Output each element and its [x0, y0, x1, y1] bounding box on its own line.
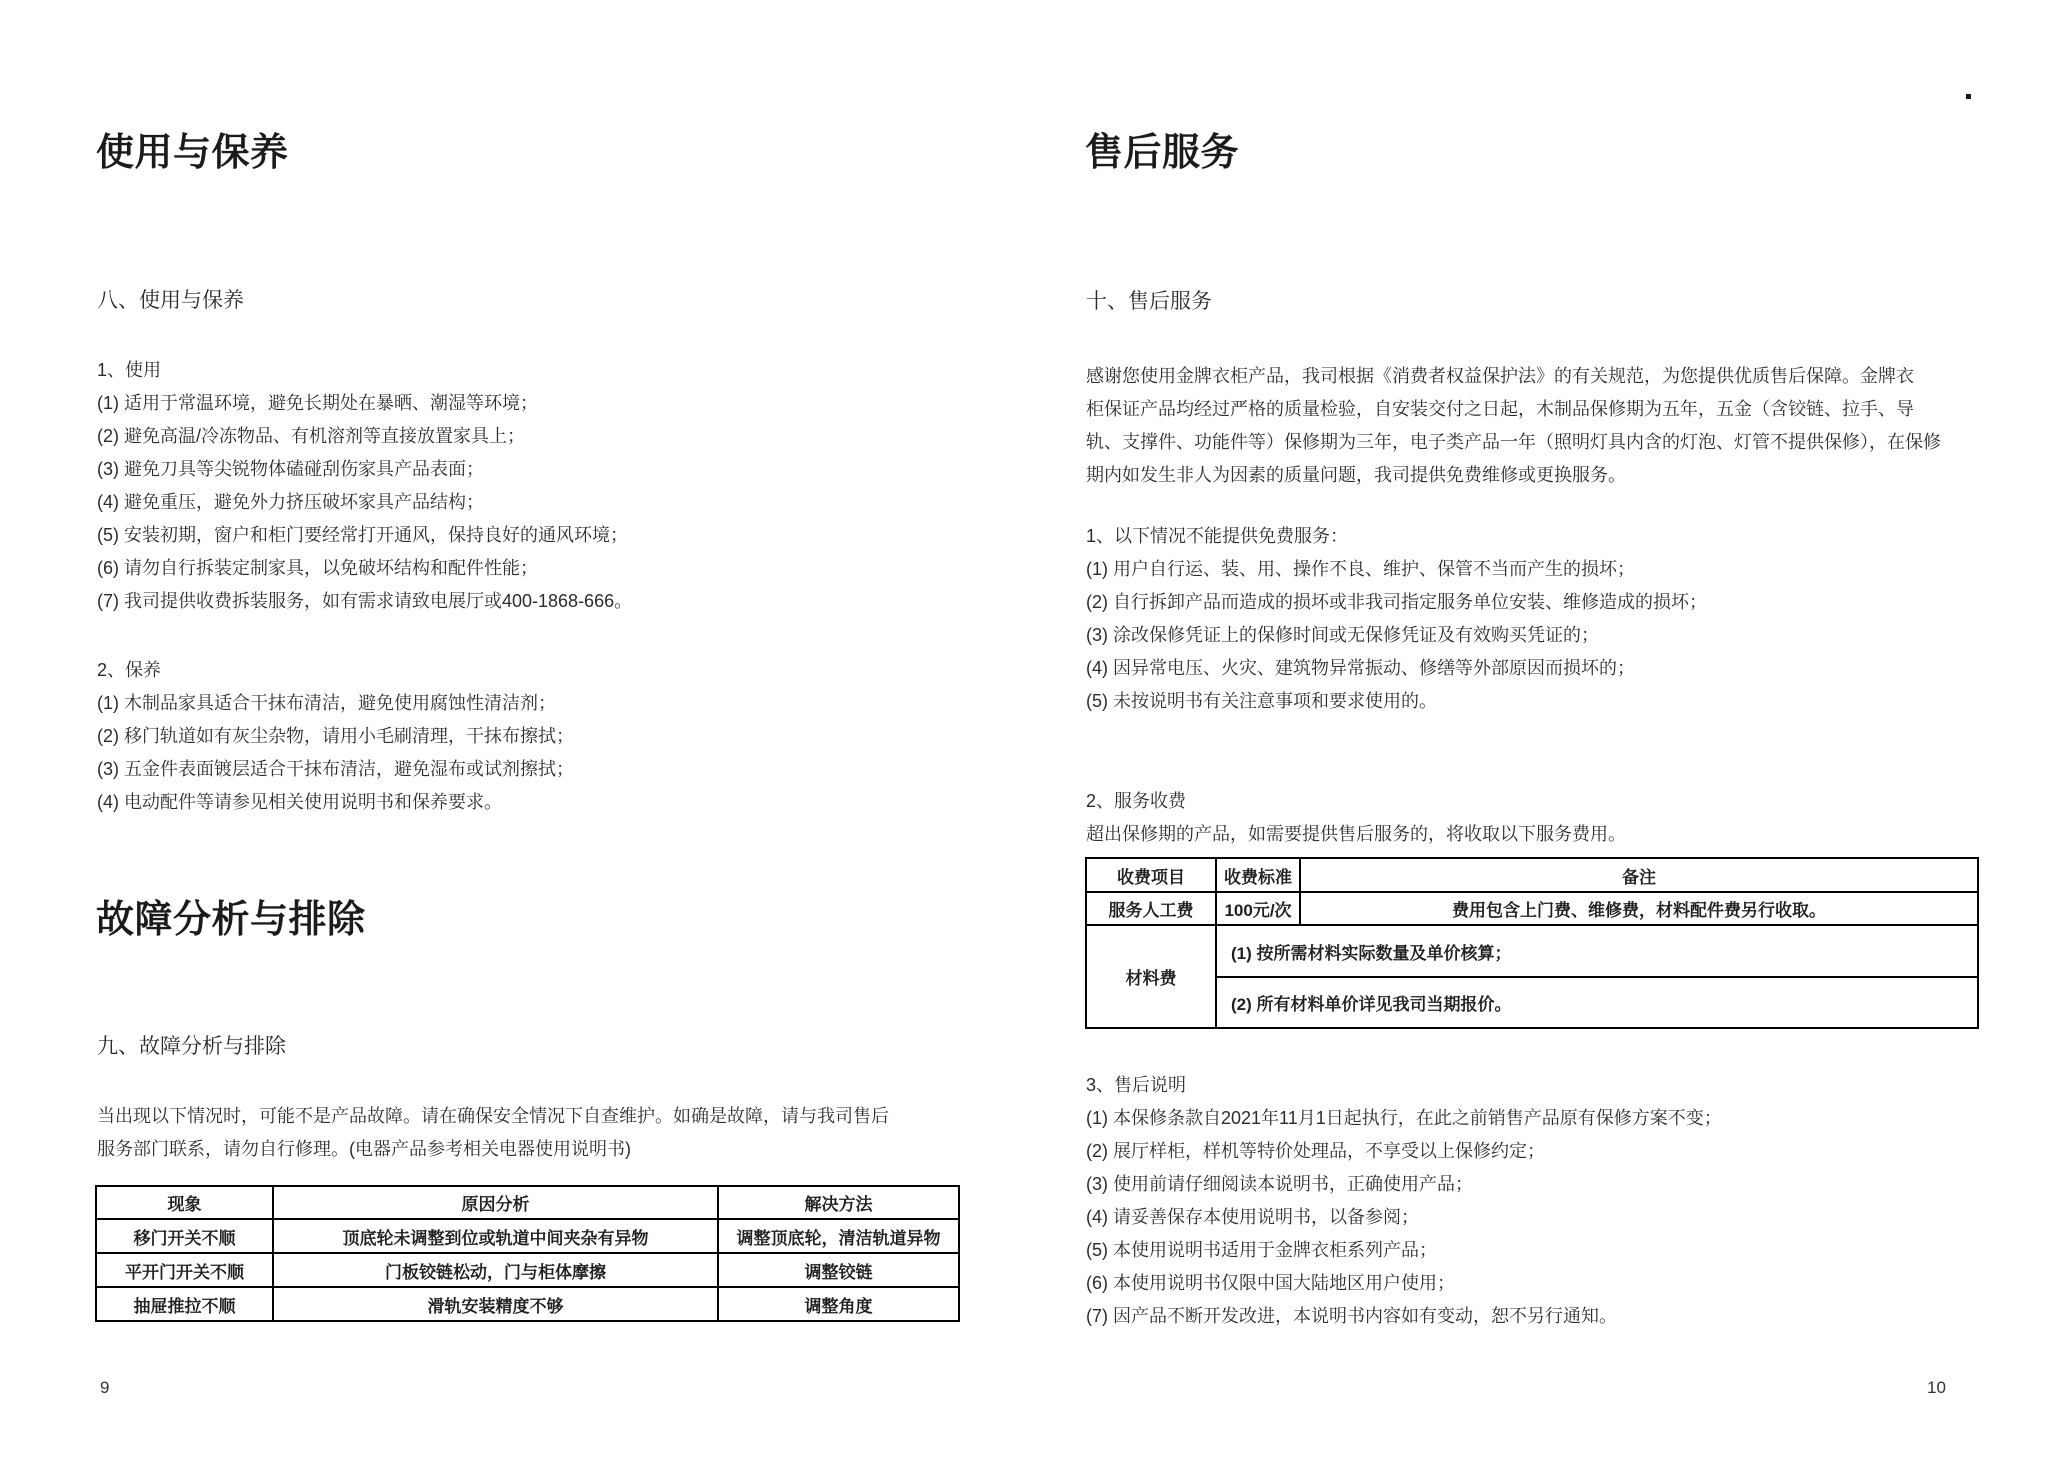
table-cell: 顶底轮未调整到位或轨道中间夹杂有异物	[273, 1219, 718, 1253]
table-cell: 材料费	[1086, 925, 1216, 1028]
list-heading: 2、服务收费	[1086, 791, 1187, 811]
page-number: 10	[1927, 1378, 1946, 1397]
table-row	[1086, 925, 1978, 977]
list-item: (5) 未按说明书有关注意事项和要求使用的。	[1086, 691, 1437, 711]
troubleshooting-table	[95, 1185, 960, 1322]
section-heading-after-sales: 十、售后服务	[1086, 290, 1212, 313]
paragraph-line: 柜保证产品均经过严格的质量检验，自安装交付之日起，木制品保修期为五年，五金（含铰链、拉手、导	[1086, 399, 1914, 419]
table-header: 现象	[96, 1186, 273, 1219]
table-row	[96, 1253, 959, 1287]
section-heading-use-care: 八、使用与保养	[97, 289, 244, 312]
list-item: (3) 避免刀具等尖锐物体磕碰刮伤家具产品表面；	[97, 459, 484, 479]
table-cell: (1) 按所需材料实际数量及单价核算；	[1216, 925, 1978, 977]
list-item: (2) 移门轨道如有灰尘杂物，请用小毛刷清理，干抹布擦拭；	[97, 726, 574, 746]
page-title-after-sales: 售后服务	[1085, 132, 1240, 174]
list-item: (1) 本保修条款自2021年11月1日起执行，在此之前销售产品原有保修方案不变；	[1086, 1108, 1722, 1128]
list-item: (3) 使用前请仔细阅读本说明书，正确使用产品；	[1086, 1174, 1473, 1194]
list-heading: 1、以下情况不能提供免费服务：	[1086, 526, 1349, 546]
page-number: 9	[100, 1378, 110, 1397]
table-header: 解决方法	[718, 1186, 959, 1219]
care-list	[97, 654, 574, 819]
after-sales-notes-list	[1086, 1069, 1722, 1333]
table-cell: 调整角度	[718, 1287, 959, 1321]
list-item: (1) 用户自行运、装、用、操作不良、维护、保管不当而产生的损坏；	[1086, 559, 1635, 579]
paragraph-line: 当出现以下情况时，可能不是产品故障。请在确保安全情况下自查维护。如确是故障，请与我司售后	[97, 1106, 889, 1126]
paragraph-line: 超出保修期的产品，如需要提供售后服务的，将收取以下服务费用。	[1086, 824, 1626, 844]
list-item: (2) 避免高温/冷冻物品、有机溶剂等直接放置家具上；	[97, 426, 525, 446]
list-item: (5) 本使用说明书适用于金牌衣柜系列产品；	[1086, 1240, 1437, 1260]
list-item: (7) 我司提供收费拆装服务，如有需求请致电展厅或400-1868-666。	[97, 591, 633, 611]
table-row	[1086, 977, 1978, 1028]
corner-dot-mark	[1966, 94, 1971, 99]
table-row	[1086, 892, 1978, 925]
table-cell: 服务人工费	[1086, 892, 1216, 925]
list-item: (5) 安装初期，窗户和柜门要经常打开通风，保持良好的通风环境；	[97, 525, 628, 545]
table-row	[96, 1287, 959, 1321]
list-item: (6) 请勿自行拆装定制家具，以免破坏结构和配件性能；	[97, 558, 538, 578]
table-header: 备注	[1300, 858, 1978, 892]
table-cell: 滑轨安装精度不够	[273, 1287, 718, 1321]
table-cell: 调整铰链	[718, 1253, 959, 1287]
paragraph-line: 期内如发生非人为因素的质量问题，我司提供免费维修或更换服务。	[1086, 465, 1626, 485]
table-cell: (2) 所有材料单价详见我司当期报价。	[1216, 977, 1978, 1028]
list-item: (6) 本使用说明书仅限中国大陆地区用户使用；	[1086, 1273, 1455, 1293]
troubleshooting-intro	[97, 1100, 889, 1166]
list-item: (4) 避免重压，避免外力挤压破坏家具产品结构；	[97, 492, 484, 512]
page-title-troubleshooting: 故障分析与排除	[96, 899, 366, 941]
table-cell: 调整顶底轮，清洁轨道异物	[718, 1219, 959, 1253]
paragraph-line: 感谢您使用金牌衣柜产品，我司根据《消费者权益保护法》的有关规范，为您提供优质售后保障。金牌衣	[1086, 366, 1914, 386]
paragraph-line: 轨、支撑件、功能件等）保修期为三年，电子类产品一年（照明灯具内含的灯泡、灯管不提供保修），在保修	[1086, 432, 1941, 452]
table-cell: 平开门开关不顺	[96, 1253, 273, 1287]
list-heading: 1、使用	[97, 360, 162, 380]
table-cell: 移门开关不顺	[96, 1219, 273, 1253]
after-sales-intro	[1086, 360, 1941, 492]
list-item: (4) 电动配件等请参见相关使用说明书和保养要求。	[97, 792, 502, 812]
list-item: (2) 自行拆卸产品而造成的损坏或非我司指定服务单位安装、维修造成的损坏；	[1086, 592, 1707, 612]
list-item: (3) 涂改保修凭证上的保修时间或无保修凭证及有效购买凭证的；	[1086, 625, 1599, 645]
paragraph-line: 服务部门联系，请勿自行修理。(电器产品参考相关电器使用说明书)	[97, 1139, 631, 1159]
list-item: (2) 展厅样柜，样机等特价处理品，不享受以上保修约定；	[1086, 1141, 1545, 1161]
table-cell: 抽屉推拉不顺	[96, 1287, 273, 1321]
no-free-service-list	[1086, 520, 1707, 718]
page-title-use-care: 使用与保养	[96, 132, 289, 174]
list-item: (3) 五金件表面镀层适合干抹布清洁，避免湿布或试剂擦拭；	[97, 759, 574, 779]
table-header: 收费项目	[1086, 858, 1216, 892]
list-item: (1) 适用于常温环境，避免长期处在暴晒、潮湿等环境；	[97, 393, 538, 413]
section-heading-troubleshooting: 九、故障分析与排除	[97, 1035, 286, 1058]
list-item: (1) 木制品家具适合干抹布清洁，避免使用腐蚀性清洁剂；	[97, 693, 556, 713]
list-item: (4) 因异常电压、火灾、建筑物异常振动、修缮等外部原因而损坏的；	[1086, 658, 1635, 678]
table-header: 原因分析	[273, 1186, 718, 1219]
service-fee-table	[1085, 857, 1979, 1029]
table-cell: 费用包含上门费、维修费，材料配件费另行收取。	[1300, 892, 1978, 925]
list-item: (4) 请妥善保存本使用说明书，以备参阅；	[1086, 1207, 1419, 1227]
list-item: (7) 因产品不断开发改进，本说明书内容如有变动，恕不另行通知。	[1086, 1306, 1617, 1326]
table-row	[96, 1219, 959, 1253]
list-heading: 2、保养	[97, 660, 162, 680]
service-fee-intro	[1086, 785, 1626, 851]
table-cell: 门板铰链松动，门与柜体摩擦	[273, 1253, 718, 1287]
table-cell: 100元/次	[1216, 892, 1300, 925]
table-header: 收费标准	[1216, 858, 1300, 892]
list-heading: 3、售后说明	[1086, 1075, 1187, 1095]
use-list	[97, 354, 632, 618]
